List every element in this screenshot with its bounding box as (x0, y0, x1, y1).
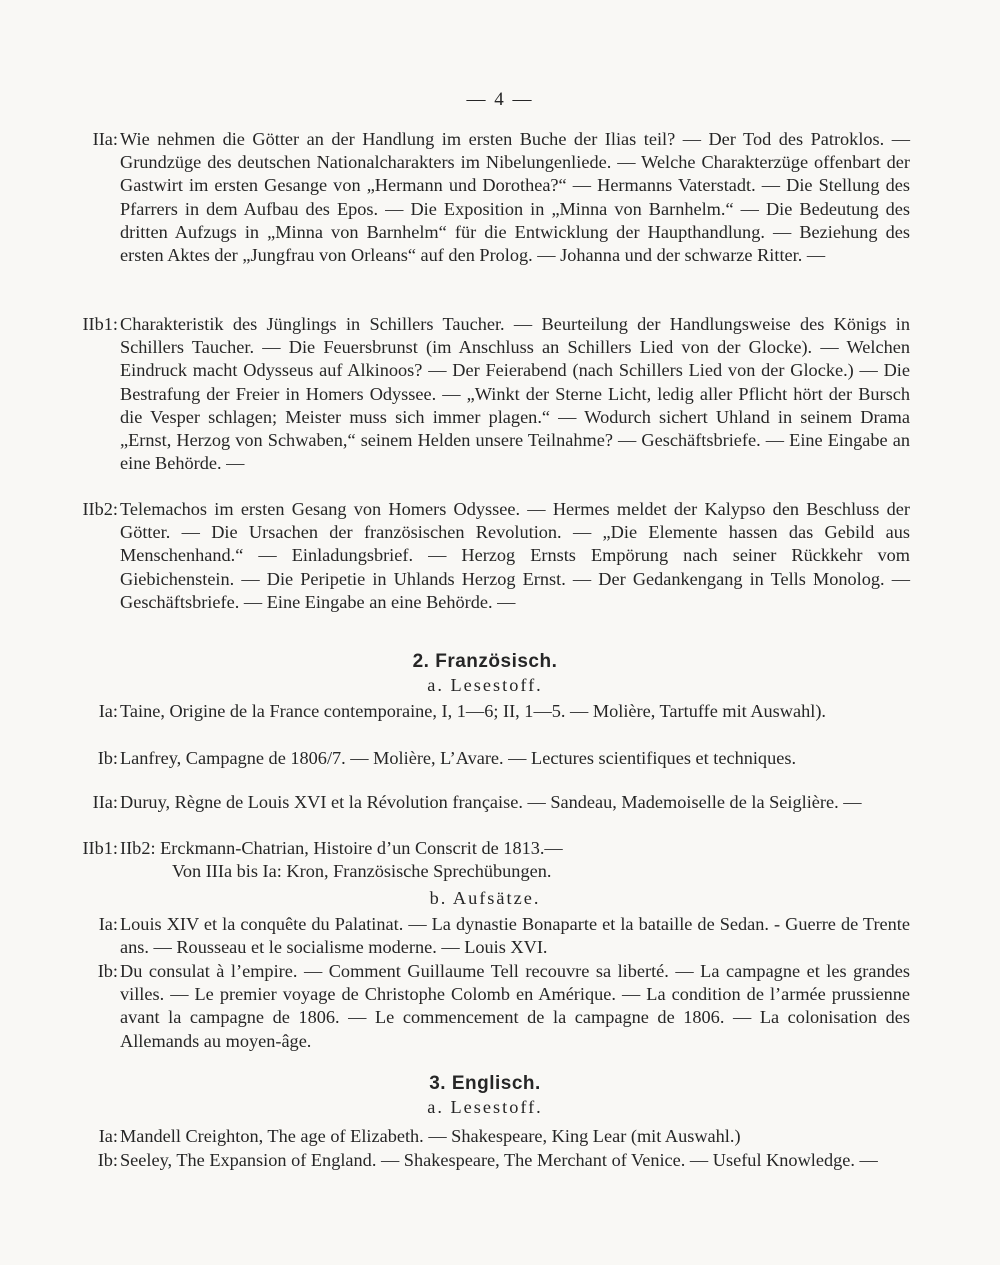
french-essay-ib (40, 960, 910, 1053)
class-label: IIa: (92, 129, 118, 149)
essay-topics: Wie nehmen die Götter an der Handlung im ersten Buche der Ilias teil? — Der Tod des Patroklos. — Grundzüge des deutschen Nationalcharakters im Nibelungenliede. — Welche Charakterzüge offenbart der Gastwirt im ersten Gesange von „Hermann und Dorothea?“ — Hermanns Vaterstadt. — Die Stellung des Pfarrers in dem Aufbau des Epos. — Die Exposition in „Minna von Barnhelm.“ — Die Bedeutung des dritten Aufzugs in „Minna von Barnhelm“ für die Entwicklung der Haupthandlung. — Beziehung des ersten Aktes der „Jungfrau von Orleans“ auf den Prolog. — Johanna und der schwarze Ritter. — (120, 129, 910, 266)
page-number: — 4 — (466, 89, 534, 110)
german-essay-iia (40, 128, 910, 267)
french-reading-iia (40, 791, 910, 814)
french-note: Von IIIa bis Ia: Kron, Französische Sprechübungen. (172, 861, 552, 881)
class-label: Ib: (97, 961, 118, 981)
german-essay-iib1 (40, 313, 910, 475)
section-heading-english: 3. Englisch. (429, 1073, 541, 1094)
class-label: IIb1: (82, 314, 118, 334)
section-heading-french: 2. Französisch. (412, 651, 558, 672)
reading-list: Taine, Origine de la France contemporaine, I, 1—6; II, 1—5. — Molière, Tartuffe mit Auswahl). (120, 701, 826, 721)
essay-topics: Louis XIV et la conquête du Palatinat. — La dynastie Bonaparte et la bataille de Sedan. - Guerre de Trente ans. — Rousseau et le socialisme moderne. — Louis XVI. (120, 914, 910, 958)
class-label: Ia: (98, 914, 118, 934)
subheading-essays: b. Aufsätze. (429, 888, 541, 908)
subheading-reading-english: a. Lesestoff. (427, 1097, 543, 1117)
reading-list: Duruy, Règne de Louis XVI et la Révolution française. — Sandeau, Mademoiselle de la Seiglière. — (120, 792, 862, 812)
essay-topics: Telemachos im ersten Gesang von Homers Odyssee. — Hermes meldet der Kalypso den Beschluss der Götter. — Die Ursachen der französischen Revolution. — „Die Elemente hassen das Gebild aus Menschenhand.“ — Einladungsbrief. — Herzog Ernsts Empörung nach seiner Rückkehr vom Giebichenstein. — Die Peripetie in Uhlands Herzog Ernst. — Der Gedankengang in Tells Monolog. — Geschäftsbriefe. — Eine Eingabe an eine Behörde. — (120, 499, 910, 612)
class-label: IIb2: (82, 499, 118, 519)
subheading-reading: a. Lesestoff. (427, 675, 543, 695)
class-label: Ia: (98, 1126, 118, 1146)
reading-list: IIb2: Erckmann-Chatrian, Histoire d’un Conscrit de 1813.— (120, 838, 563, 858)
french-essay-ia (40, 913, 910, 959)
reading-list: Lanfrey, Campagne de 1806/7. — Molière, L’Avare. — Lectures scientifiques et techniques. (120, 748, 797, 768)
class-label: Ia: (98, 701, 118, 721)
french-reading-iib (40, 837, 910, 860)
english-reading-ia (40, 1125, 910, 1148)
french-reading-ib (40, 747, 910, 770)
german-essay-iib2 (40, 498, 910, 614)
english-reading-ib (40, 1149, 910, 1172)
reading-list: Seeley, The Expansion of England. — Shakespeare, The Merchant of Venice. — Useful Knowledge. — (120, 1150, 878, 1170)
class-label: IIb1: (82, 838, 118, 858)
essay-topics: Charakteristik des Jünglings in Schillers Taucher. — Beurteilung der Handlungsweise des Königs in Schillers Taucher. — Die Feuersbrunst (im Anschluss an Schillers Lied von der Glocke). — Welchen Eindruck macht Odysseus auf Alkinoos? — Der Feierabend (nach Schillers Lied von der Glocke.) — Die Bestrafung der Freier in Homers Odyssee. — „Winkt der Sterne Licht, ledig aller Pflicht hört der Bursch die Vesper schlagen; Meister muss sich immer plagen.“ — Wodurch sichert Uhland in seinem Drama „Ernst, Herzog von Schwaben,“ seinem Helden unsere Teilnahme? — Geschäftsbriefe. — Eine Eingabe an eine Behörde. — (120, 314, 910, 474)
class-label: Ib: (97, 1150, 118, 1170)
class-label: IIa: (92, 792, 118, 812)
french-reading-ia (40, 700, 910, 723)
essay-topics: Du consulat à l’empire. — Comment Guillaume Tell recouvre sa liberté. — La campagne et les grandes villes. — Le premier voyage de Christophe Colomb en Amérique. — La condition de l’armée prussienne avant la campagne de 1806. — Le commencement de la campagne de 1806. — La colonisation des Allemands au moyen-âge. (120, 961, 910, 1051)
class-label: Ib: (97, 748, 118, 768)
reading-list: Mandell Creighton, The age of Elizabeth. — Shakespeare, King Lear (mit Auswahl.) (120, 1126, 741, 1146)
